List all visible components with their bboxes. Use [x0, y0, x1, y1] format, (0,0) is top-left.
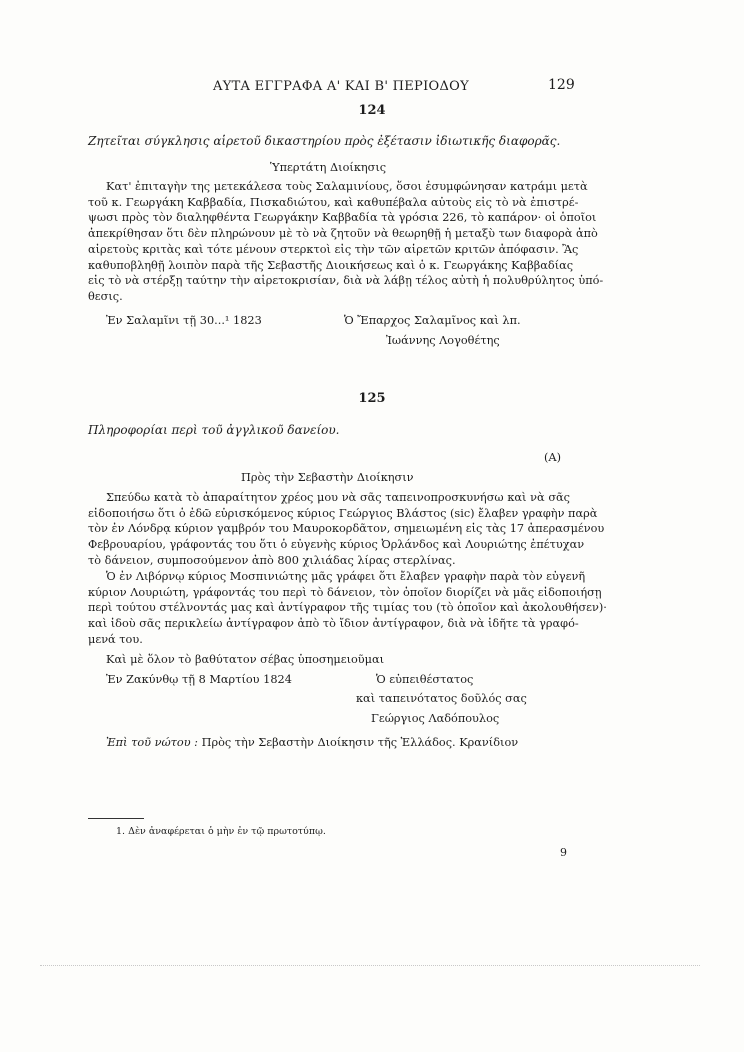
text-line: αἱρετοὺς κριτὰς καὶ τότε μένουν στερκτοὶ εἰς τὴν τῶν αἱρετῶν κριτῶν ἀπόφασιν. Ἂς — [88, 242, 579, 256]
text-line: κύριον Λουριώτη, γράφοντάς του περὶ τὸ δάνειον, τὸν ὁποῖον διορίζει νὰ μᾶς εἰδοποιήσῃ — [88, 585, 602, 599]
text-line: Ὁ ἐν Λιβόρνῳ κύριος Μοσπινιώτης μᾶς γράφει ὅτι ἔλαβεν γραφὴν παρὰ τὸν εὐγενῆ — [106, 570, 586, 583]
document-124-addressee: Ὑπερτάτη Διοίκησις — [270, 161, 387, 174]
scan-artifact-line — [40, 965, 700, 966]
text-line: θεσις. — [88, 289, 123, 303]
text-line: τὸ δάνειον, συμποσούμενον ἀπὸ 800 χιλιάδας λίρας στερλίνας. — [88, 553, 456, 567]
text-line: καθυποβληθῇ λοιπὸν παρὰ τῆς Σεβαστῆς Διοικήσεως καὶ ὁ κ. Γεωργάκης Καββαδίας — [88, 258, 574, 272]
document-125-sign-name: Γεώργιος Λαδόπουλος — [371, 712, 500, 725]
document-125-addressee: Πρὸς τὴν Σεβαστὴν Διοίκησιν — [241, 471, 414, 484]
text-line: καὶ ἰδοὺ σᾶς περικλείω ἀντίγραφον ἀπὸ τὸ ἴδιον ἀντίγραφον, διὰ νὰ ἰδῆτε τὰ γραφό- — [88, 617, 579, 631]
footnote-rule — [88, 818, 144, 819]
document-125-verso — [106, 736, 518, 749]
document-124-place-date: Ἐν Σαλαμῖνι τῇ 30...¹ 1823 — [106, 314, 262, 327]
document-125-paragraph-2 — [88, 569, 607, 648]
text-line: τοῦ κ. Γεωργάκη Καββαδία, Πισκαδιώτου, καὶ καθυπέβαλα αὐτοὺς εἰς τὸ νὰ ἐπιστρέ- — [88, 195, 579, 209]
text-line: περὶ τούτου στέλνοντάς μας καὶ ἀντίγραφον τῆς τιμίας του (τὸ ὁποῖον καὶ ἀκολουθήσεν)· — [88, 601, 607, 615]
signature-mark: 9 — [560, 846, 567, 859]
text-line: μενά του. — [88, 632, 143, 646]
document-125-paragraph-1 — [88, 490, 605, 569]
text-line: Σπεύδω κατὰ τὸ ἀπαραίτητον χρέος μου νὰ σᾶς ταπεινοπροσκυνήσω καὶ νὰ σᾶς — [106, 491, 570, 504]
text-line: ἀπεκρίθησαν ὅτι δὲν πληρώνουν μὲ τὸ νὰ ζητοῦν νὰ θεωρηθῇ ἡ μεταξὺ των διαφορὰ ἀπὸ — [88, 227, 598, 241]
page-number: 129 — [548, 77, 575, 93]
document-124-signer-title: Ὁ Ἔπαρχος Σαλαμῖνος καὶ λπ. — [344, 314, 521, 327]
document-125-sign-line-2: καὶ ταπεινότατος δοῦλός σας — [356, 692, 527, 705]
document-125-closing: Καὶ μὲ ὅλον τὸ βαθύτατον σέβας ὑποσημειοῦμαι — [106, 653, 385, 666]
footnote: 1. Δὲν ἀναφέρεται ὁ μὴν ἐν τῷ πρωτοτύπῳ. — [116, 826, 326, 837]
document-125-sign-line-1: Ὁ εὐπειθέστατος — [376, 673, 474, 686]
document-124-summary: Ζητεῖται σύγκλησις αἱρετοῦ δικαστηρίου πρὸς ἐξέτασιν ἰδιωτικῆς διαφορᾶς. — [88, 134, 561, 148]
text-line: ψωσι πρὸς τὸν διαληφθέντα Γεωργάκην Καββαδία τὰ γρόσια 226, τὸ καπάρον· οἱ ὁποῖοι — [88, 211, 597, 225]
document-125-place-date: Ἐν Ζακύνθῳ τῇ 8 Μαρτίου 1824 — [106, 673, 292, 686]
text-line: Κατ' ἐπιταγὴν της μετεκάλεσα τοὺς Σαλαμινίους, ὅσοι ἐσυμφώνησαν κατράμι μετὰ — [106, 180, 588, 193]
running-header: ΑΥΤΑ ΕΓΓΡΑΦΑ Α' ΚΑΙ Β' ΠΕΡΙΟΔΟΥ — [213, 79, 470, 94]
verso-text: Πρὸς τὴν Σεβαστὴν Διοίκησιν τῆς Ἑλλάδος. Κρανίδιον — [201, 736, 519, 749]
document-125-label: (Α) — [544, 451, 561, 464]
document-number-124: 124 — [358, 103, 386, 118]
document-124-signer-name: Ἰωάννης Λογοθέτης — [386, 334, 500, 347]
text-line: Φεβρουαρίου, γράφοντάς του ὅτι ὁ εὐγενὴς κύριος Ὀρλάνδος καὶ Λουριώτης ἐπέτυχαν — [88, 538, 585, 552]
verso-label: Ἐπὶ τοῦ νώτου : — [106, 736, 198, 749]
document-125-summary: Πληροφορίαι περὶ τοῦ ἀγγλικοῦ δανείου. — [88, 423, 340, 437]
text-line: εἰδοποιήσω ὅτι ὁ ἐδῶ εὑρισκόμενος κύριος Γεώργιος Βλάστος (sic) ἔλαβεν γραφὴν παρὰ — [88, 506, 598, 520]
document-number-125: 125 — [358, 391, 386, 406]
text-line: εἰς τὸ νὰ στέρξῃ ταύτην τὴν αἱρετοκρισίαν, διὰ νὰ λάβῃ τέλος αὐτὴ ἡ πολυθρύλητος ὑπό- — [88, 274, 604, 288]
text-line: τὸν ἐν Λόνδρᾳ κύριον γαμβρόν του Μαυροκορδᾶτον, σημειωμένη εἰς τὰς 17 ἀπερασμένου — [88, 522, 605, 536]
document-124-body — [88, 179, 604, 305]
